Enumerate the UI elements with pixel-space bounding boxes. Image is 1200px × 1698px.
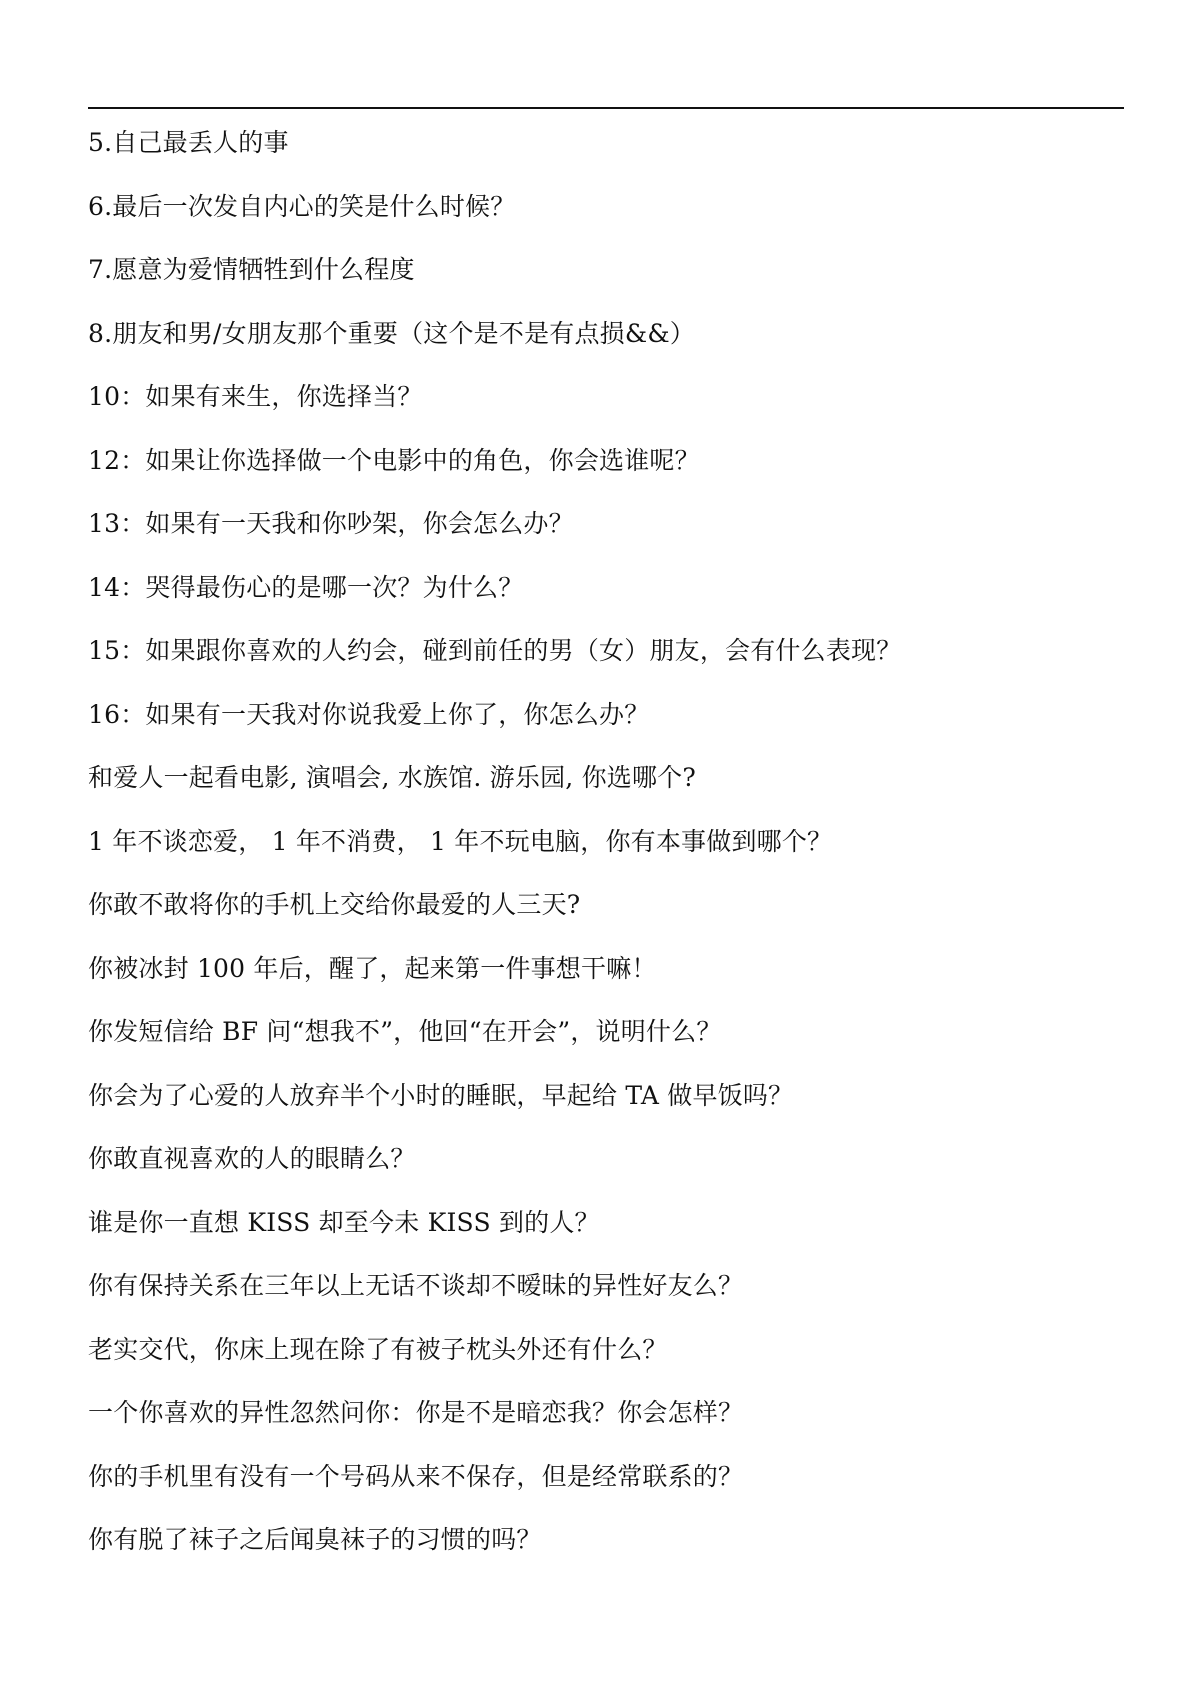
question-line: 16：如果有一天我对你说我爱上你了，你怎么办？ [88, 699, 650, 729]
question-line: 10：如果有来生，你选择当？ [88, 382, 423, 411]
question-line: 7.愿意为爱情牺牲到什么程度 [88, 255, 415, 284]
question-line: 12：如果让你选择做一个电影中的角色，你会选谁呢？ [88, 445, 700, 475]
question-line: 你敢不敢将你的手机上交给你最爱的人三天? [88, 890, 581, 919]
question-line: 你敢直视喜欢的人的眼睛么？ [88, 1144, 416, 1173]
question-line: 14：哭得最伤心的是哪一次？为什么？ [88, 572, 524, 602]
question-line: 你被冰封 100 年后，醒了，起来第一件事想干嘛！ [88, 953, 657, 983]
question-line: 15：如果跟你喜欢的人约会，碰到前任的男（女）朋友，会有什么表现？ [88, 636, 902, 665]
header-rule [88, 107, 1124, 109]
question-line: 6.最后一次发自内心的笑是什么时候？ [88, 191, 516, 221]
question-line: 你有脱了袜子之后闻臭袜子的习惯的吗？ [88, 1525, 542, 1554]
question-line: 你会为了心爱的人放弃半个小时的睡眠，早起给 TA 做早饭吗？ [88, 1080, 794, 1110]
question-line: 你的手机里有没有一个号码从来不保存，但是经常联系的？ [88, 1461, 744, 1491]
question-line: 谁是你一直想 KISS 却至今未 KISS 到的人？ [88, 1207, 600, 1237]
question-line: 你有保持关系在三年以上无话不谈却不暧昧的异性好友么？ [88, 1271, 744, 1300]
question-line: 13：如果有一天我和你吵架，你会怎么办？ [88, 509, 574, 538]
question-list [88, 122, 1128, 1583]
question-line: 5.自己最丢人的事 [88, 128, 289, 157]
question-line: 和爱人一起看电影, 演唱会, 水族馆. 游乐园, 你选哪个? [88, 763, 696, 792]
question-line: 你发短信给 BF 问“想我不”，他回“在开会”，说明什么？ [88, 1017, 722, 1046]
question-line: 1 年不谈恋爱， 1 年不消费， 1 年不玩电脑，你有本事做到哪个？ [88, 826, 833, 856]
question-line: 老实交代，你床上现在除了有被子枕头外还有什么？ [88, 1334, 668, 1364]
question-line: 8.朋友和男/女朋友那个重要（这个是不是有点损&&） [88, 318, 695, 348]
question-line: 一个你喜欢的异性忽然问你：你是不是暗恋我？你会怎样？ [88, 1398, 744, 1427]
